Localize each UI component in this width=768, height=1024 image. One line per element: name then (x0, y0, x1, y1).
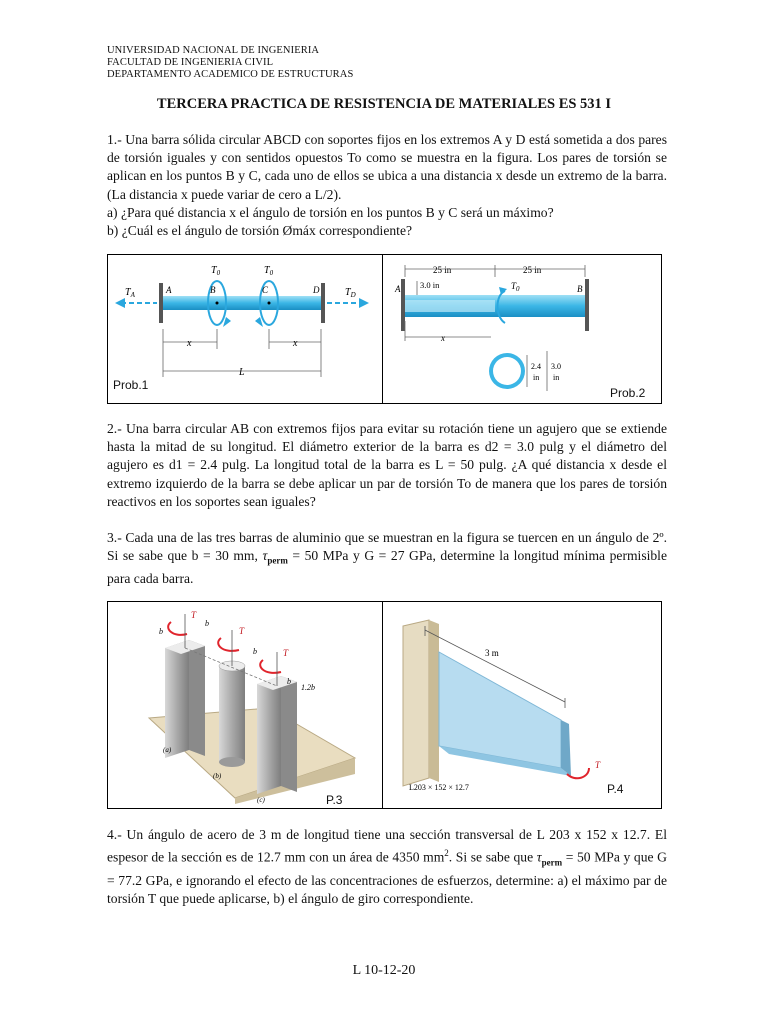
svg-text:T0: $T_0$ (211, 265, 221, 277)
prob1-label: Prob.1 (113, 378, 149, 392)
prob1-x-right: x (293, 338, 298, 349)
p4-length: 3 m (485, 648, 499, 658)
prob1-TA-label: T (125, 287, 131, 298)
p3-T-c: T (283, 648, 289, 658)
problem-2 (107, 420, 667, 511)
page-title: TERCERA PRACTICA DE RESISTENCIA DE MATERIALES ES 531 I (156, 96, 612, 112)
svg-text:TD: $T_D$ (345, 287, 356, 299)
prob1-C: C (262, 285, 269, 295)
svg-text:T0: $T_0$ (511, 281, 520, 293)
p4-T: T (595, 760, 601, 770)
footer-date: L 10-12-20 (352, 963, 416, 978)
p4-label: P.4 (607, 782, 624, 796)
p3-b4: b (287, 677, 291, 686)
p3-diagram (129, 608, 369, 804)
p3-label-a: (a) (163, 746, 172, 754)
prob1-T0-b: T (211, 265, 217, 276)
prob1-T0-c: T (264, 265, 270, 276)
p3-b2: b (205, 619, 209, 628)
prob2-T0: T (511, 281, 517, 291)
svg-text:in: in (533, 373, 540, 382)
p3-T-b: T (239, 626, 245, 636)
problem-1 (107, 131, 667, 240)
p4-section: L203 × 152 × 12.7 (409, 783, 469, 792)
problem-2-text: 2.- Una barra circular AB con extremos fijos para evitar su rotación tiene un agujero que se extiende hasta la mitad de su longitud. El diámetro exterior de la barra es d2 = 3.0 pulg y el diámetro del agujero es d1 = 2.4 pulg. La longitud total de la barra es L = 50 pulg. ¿A qué distancia x desde el extremo izquierdo de la barra se debe aplicar un par de torsión To de manera que los pares de torsión reactivos en los soportes sean iguales? (107, 421, 667, 509)
svg-text:T0: $T_0$ (264, 265, 274, 277)
problem-4-text: 4.- Un ángulo de acero de 3 m de longitud tiene una sección transversal de L 203 x 152 x 12.7. El espesor de la sección es de 12.7 mm con un área de 4350 $mm^2$. Si se sabe que $\tau_{perm} = 50$ MPa y que G = 77.2 GPa, e ignorando el efecto de las concentraciones de esfuerzos, determine: a) el máximo par de torsión T que puede aplicarse, b) el ángulo de giro correspondiente. (107, 827, 667, 906)
figure-p3-p4 (107, 601, 662, 809)
p4-diagram (389, 606, 629, 804)
problem-1-question-b: b) ¿Cuál es el ángulo de torsión Ømáx correspondiente? (107, 223, 413, 239)
prob2-dim2: 25 in (523, 265, 542, 275)
problem-3 (107, 529, 667, 588)
problem-1-question-a: a) ¿Para qué distancia x el ángulo de torsión en los puntos B y C será un máximo? (107, 204, 554, 220)
p3-b3: b (253, 647, 257, 656)
faculty-name: FACULTAD DE INGENIERIA CIVIL (107, 57, 274, 68)
prob1-x-left: x (187, 338, 192, 349)
p3-label: P.3 (326, 793, 343, 807)
svg-text:in: in (553, 373, 560, 382)
problem-4 (107, 826, 667, 908)
prob1-A: A (166, 285, 172, 295)
p3-label-b: (b) (213, 772, 222, 780)
prob2-label: Prob.2 (610, 386, 646, 400)
prob2-dim1: 25 in (433, 265, 452, 275)
prob1-D: D (313, 285, 320, 295)
svg-text:TA: $T_A$ (125, 287, 135, 299)
prob2-dia: 3.0 in (420, 280, 440, 290)
prob2-d1: 2.4 (531, 362, 541, 371)
problem-3-text: 3.- Cada una de las tres barras de aluminio que se muestran en la figura se tuercen en un ángulo de 2º. Si se sabe que b = 30 mm, $\tau_{perm} = 50$ MPa y G = 27 GPa, determine la longitud mínima permisible para cada barra. (107, 530, 667, 587)
p3-label-c: (c) (257, 796, 265, 804)
prob2-x: x (441, 333, 445, 343)
p3-12b: 1.2b (301, 683, 315, 692)
department-name: DEPARTAMENTO ACADEMICO DE ESTRUCTURAS (107, 69, 354, 80)
prob2-B: B (577, 284, 583, 294)
prob1-B: B (210, 285, 216, 295)
prob2-diagram (387, 259, 619, 399)
p3-T-a: T (191, 610, 197, 620)
prob2-A: A (395, 284, 401, 294)
problem-1-text: 1.- Una barra sólida circular ABCD con soportes fijos en los extremos A y D está sometida a dos pares de torsión iguales y con sentidos opuestos To como se muestra en la figura. Los pares de torsión se aplican en los puntos B y C, cada uno de ellos se ubica a una distancia x desde un extremo de la barra. (La distancia x puede variar de cero a L/2). (107, 132, 667, 202)
university-name: UNIVERSIDAD NACIONAL DE INGENIERIA (107, 45, 320, 56)
prob2-d2: 3.0 (551, 362, 561, 371)
prob1-diagram (111, 259, 379, 399)
figure-prob1-prob2 (107, 254, 662, 404)
p3-b1: b (159, 627, 163, 636)
prob1-TD-label: T (345, 287, 351, 298)
prob1-L: L (239, 367, 245, 378)
